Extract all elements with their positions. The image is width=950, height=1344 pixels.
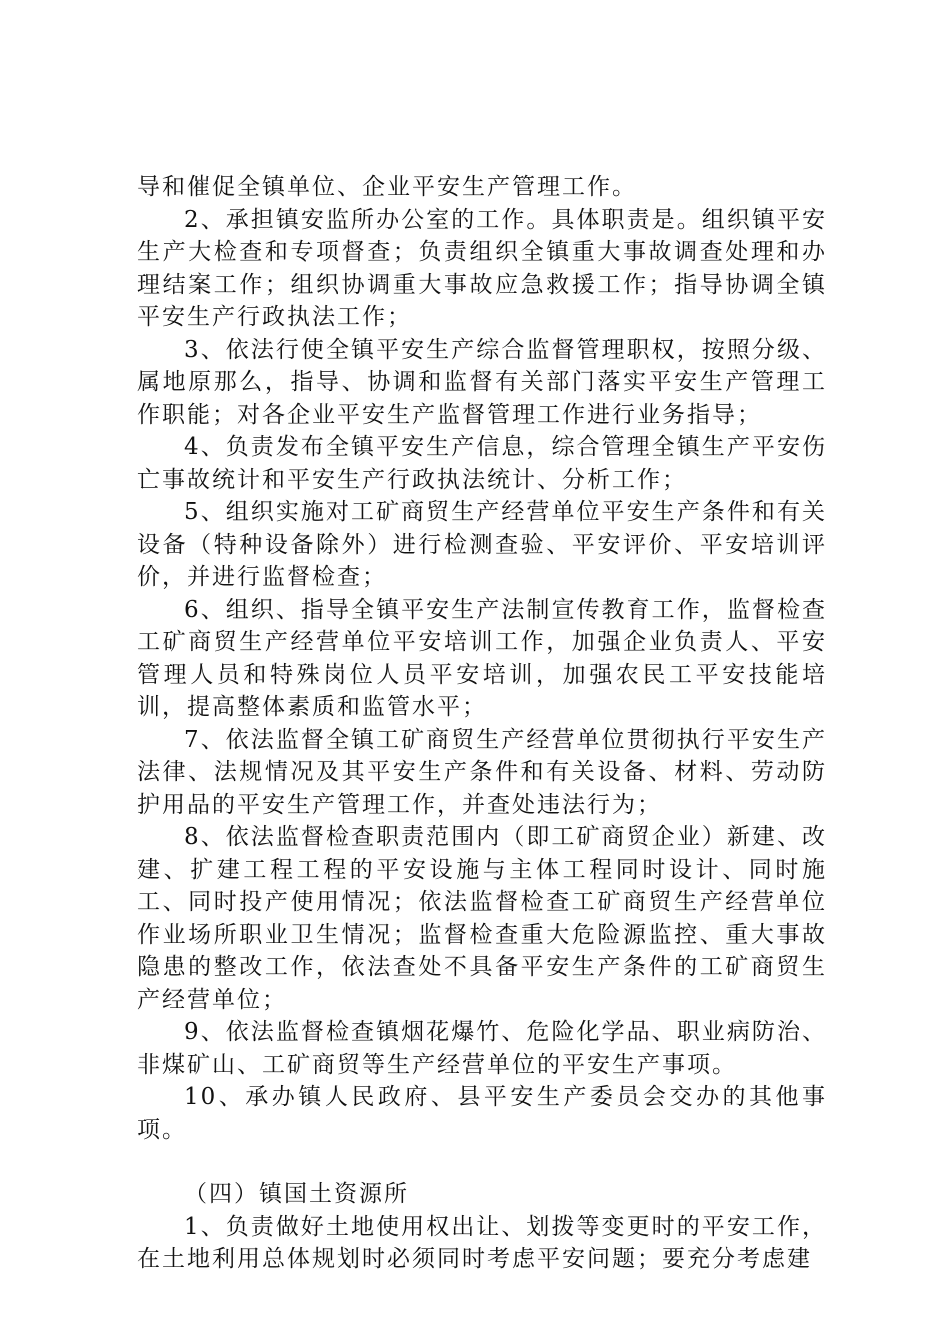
paragraph-item-3: 3、依法行使全镇平安生产综合监督管理职权，按照分级、属地原那么，指导、协调和监督有关部门落实平安生产管理工作职能；对各企业平安生产监督管理工作进行业务指导；	[137, 336, 827, 428]
paragraph-item-9: 9、依法监督检查镇烟花爆竹、危险化学品、职业病防治、非煤矿山、工矿商贸等生产经营单位的平安生产事项。	[137, 1019, 827, 1078]
paragraph-item-2: 2、承担镇安监所办公室的工作。具体职责是。组织镇平安生产大检查和专项督查；负责组织全镇重大事故调查处理和办理结案工作；组织协调重大事故应急救援工作；指导协调全镇平安生产行政执法工作；	[137, 206, 827, 330]
paragraph-item-8: 8、依法监督检查职责范围内（即工矿商贸企业）新建、改建、扩建工程工程的平安设施与主体工程同时设计、同时施工、同时投产使用情况；依法监督检查工矿商贸生产经营单位作业场所职业卫生情况；监督检查重大危险源监控、重大事故隐患的整改工作，依法查处不具备平安生产条件的工矿商贸生产经营单位；	[137, 824, 827, 1013]
section-heading: （四）镇国土资源所	[184, 1181, 409, 1207]
document-body	[137, 171, 827, 1276]
paragraph-item-6: 6、组织、指导全镇平安生产法制宣传教育工作，监督检查工矿商贸生产经营单位平安培训工作，加强企业负责人、平安管理人员和特殊岗位人员平安培训，加强农民工平安技能培训，提高整体素质和监管水平；	[137, 596, 827, 720]
paragraph-item-10: 10、承办镇人民政府、县平安生产委员会交办的其他事项。	[137, 1084, 827, 1143]
section-paragraph-item-1: 1、负责做好土地使用权出让、划拨等变更时的平安工作，在土地利用总体规划时必须同时考虑平安问题；要充分考虑建	[137, 1213, 827, 1272]
paragraph-item-7: 7、依法监督全镇工矿商贸生产经营单位贯彻执行平安生产法律、法规情况及其平安生产条件和有关设备、材料、劳动防护用品的平安生产管理工作，并查处违法行为；	[137, 726, 827, 818]
paragraph-item-4: 4、负责发布全镇平安生产信息，综合管理全镇生产平安伤亡事故统计和平安生产行政执法统计、分析工作；	[137, 434, 827, 493]
paragraph-item-5: 5、组织实施对工矿商贸生产经营单位平安生产条件和有关设备（特种设备除外）进行检测查验、平安评价、平安培训评价，并进行监督检查；	[137, 499, 827, 590]
paragraph-continuation: 导和催促全镇单位、企业平安生产管理工作。	[137, 174, 637, 200]
